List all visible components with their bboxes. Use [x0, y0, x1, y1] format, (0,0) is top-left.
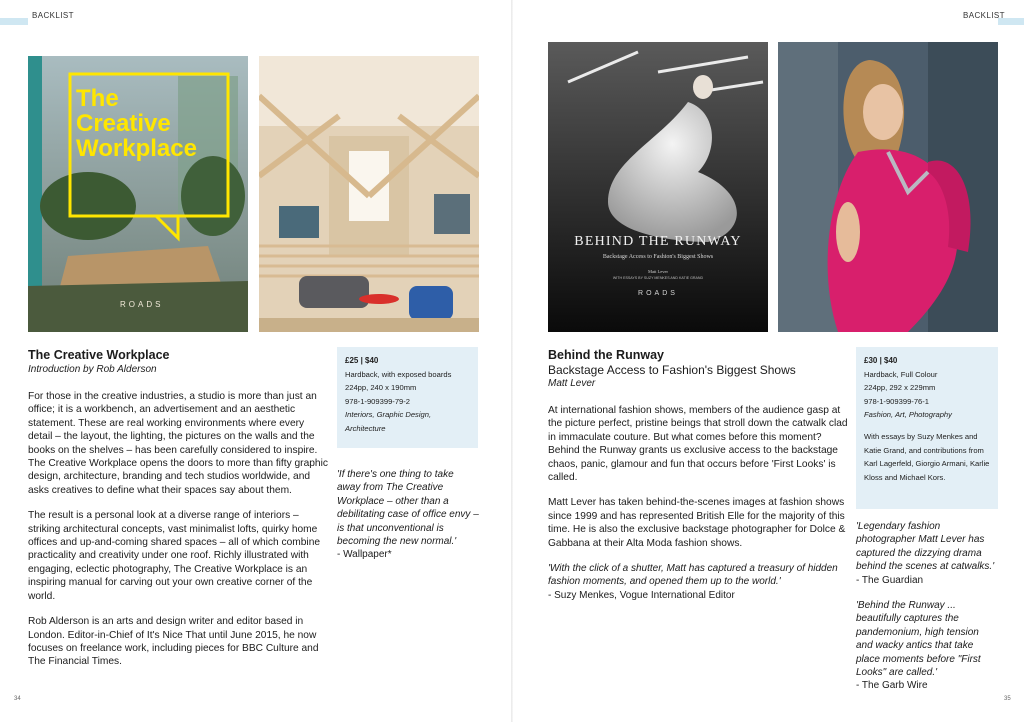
runway-quote-guardian: 'Legendary fashion photographer Matt Lever has captured the dizzying drama behind the scenes at catwalks.' [856, 521, 995, 573]
runway-size: 224pp, 292 x 229mm [864, 383, 936, 393]
runway-info-box [856, 347, 998, 509]
cover-title-line-3: Workplace [76, 135, 197, 162]
behind-the-runway-cover [548, 42, 768, 332]
runway-cover-essays: WITH ESSAYS BY SUZY MENKES AND KATIE GRAND [612, 276, 704, 280]
runway-main-quote-source: - Suzy Menkes, Vogue International Editor [548, 589, 735, 601]
creative-workplace-paragraph-3: Rob Alderson is an arts and design writer and editor based in London. Editor-in-Chief of It's Nice That until June 2015, he now focuses on freelance work, including pieces for BBC Culture and The Financial Times. [28, 616, 319, 668]
runway-cover-publisher: ROADS [638, 290, 678, 297]
runway-subtitle: Backstage Access to Fashion's Biggest Shows [548, 363, 796, 377]
header-label-left: BACKLIST [32, 11, 74, 20]
page-number-left: 34 [14, 696, 21, 702]
cover-title-line-2: Creative [76, 110, 171, 137]
creative-workplace-info-box [337, 347, 478, 448]
runway-cover-title: BEHIND THE RUNWAY [574, 234, 742, 249]
runway-isbn: 978-1-909399-76-1 [864, 396, 930, 406]
runway-paragraph-2: Matt Lever has taken behind-the-scenes images at fashion shows since 1999 and has represented British Elle for the majority of this time. He is also the exclusive backstage photographer for Dolce & Gabbana at their Alta Moda fashion shows. [548, 497, 846, 549]
cover-title-line-1: The [76, 85, 119, 112]
runway-price: £30 | $40 [864, 356, 898, 365]
runway-title: Behind the Runway [548, 348, 664, 362]
runway-cover-subtitle: Backstage Access to Fashion's Biggest Shows [602, 254, 714, 260]
runway-main-quote: 'With the click of a shutter, Matt has captured a treasury of hidden fashion moments, and opened them up to the world.' [548, 563, 838, 588]
creative-workplace-paragraph-1: For those in the creative industries, a studio is more than just an office; it is a workbench, an advertisement and an aesthetic statement. These are real working environments where every detail – the layout, the lighting, the pictures on the walls and the books on the shelves – has been carefully considered to inspire. The Creative Workplace opens the doors to more than fifty graphic design, architecture, branding and tech studios worldwide, and asks creatives to define what their spaces say about them. [28, 391, 328, 496]
runway-quote-guardian-source: - The Guardian [856, 574, 924, 586]
runway-author: Matt Lever [548, 378, 596, 389]
creative-workplace-price: £25 | $40 [345, 356, 379, 365]
creative-workplace-title: The Creative Workplace [28, 348, 170, 362]
runway-essays-note: With essays by Suzy Menkes and Katie Grand, and contributions from Karl Lagerfeld, Giorgio Armani, Karlie Kloss and Michael Kors. [864, 431, 990, 482]
header-label-right: BACKLIST [963, 11, 1005, 20]
creative-workplace-cover [28, 56, 248, 332]
runway-categories: Fashion, Art, Photography [864, 410, 952, 420]
creative-workplace-binding: Hardback, with exposed boards [345, 369, 452, 379]
model-backstage-photo [778, 42, 998, 332]
creative-workplace-quote: 'If there's one thing to take away from The Creative Workplace – other than a debilitating case of office envy – is that unconventional is becoming the new normal.' [337, 469, 479, 548]
creative-workplace-categories: Interiors, Graphic Design, Architecture [345, 410, 432, 433]
creative-workplace-paragraph-2: The result is a personal look at a diverse range of interiors – striking architectural concepts, vast minimalist lofts, quirky home offices and up-and-coming shared spaces – all of which combine practicality and creativity under one roof. Richly illustrated with engaging, eclectic photography, The Creative Workplace is an inspiring manual for carving out your own creative corner of the world. [28, 510, 321, 602]
office-interior-photo [259, 56, 479, 332]
creative-workplace-quote-source: - Wallpaper* [337, 549, 392, 561]
runway-binding: Hardback, Full Colour [864, 369, 938, 379]
creative-workplace-introduction: Introduction by Rob Alderson [28, 364, 157, 375]
runway-paragraph-1: At international fashion shows, members of the audience gasp at the picture perfect, pristine beings that stroll down the catwalk clad in immaculate couture. But what comes before this moment? Behind the Runway grants us exclusive access to the backstage chaos, panic, glamour and fun that occurs before 'First Looks' is called. [548, 405, 848, 484]
runway-quote-garbwire-source: - The Garb Wire [856, 680, 928, 692]
creative-workplace-isbn: 978-1-909399-79-2 [345, 396, 411, 406]
creative-workplace-size: 224pp, 240 x 190mm [345, 383, 417, 393]
runway-cover-author: Matt Lever [647, 269, 669, 274]
page-number-right: 35 [1004, 696, 1011, 702]
cover-publisher: ROADS [120, 300, 164, 309]
header-rule-left [0, 18, 28, 25]
runway-quote-garbwire: 'Behind the Runway ... beautifully captures the pandemonium, high tension and wacky antics that take place moments before "First Looks" are called.' [856, 600, 981, 679]
page-gutter [511, 0, 513, 722]
